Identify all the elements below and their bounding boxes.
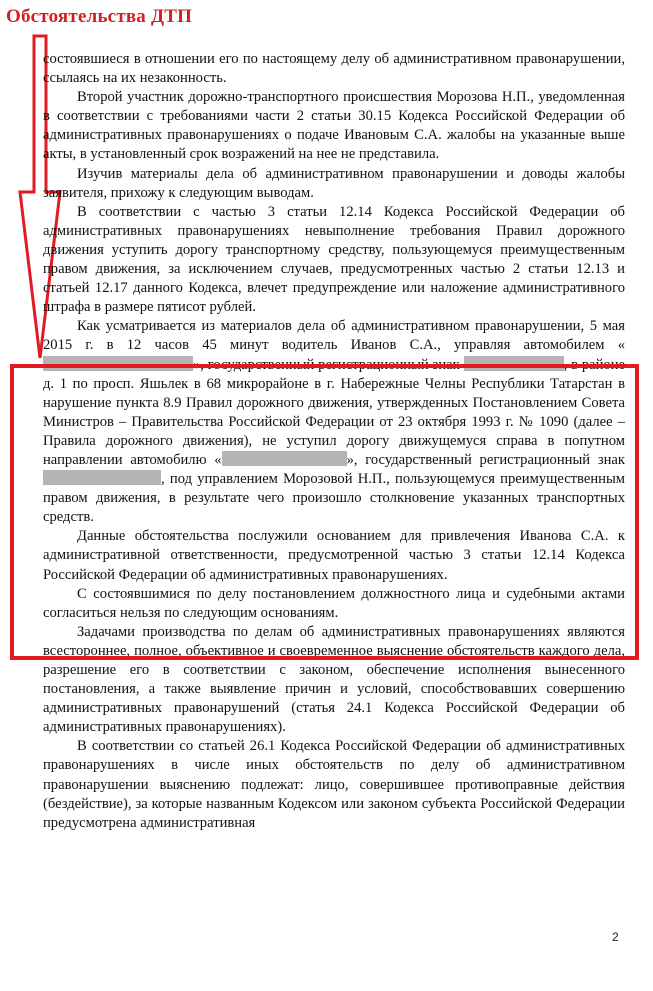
paragraph-2: Второй участник дорожно-транспортного происшествия Морозова Н.П., уведомленная в соответствии с требованиями части 2 статьи 30.15 Кодекса Российской Федерации об административных правонарушениях о подаче Ивановым С.А. жалобы на указанные выше акты, в установленный срок возражений на нее не представила. xyxy=(43,89,625,163)
annotation-title: Обстоятельства ДТП xyxy=(6,6,193,27)
paragraph-5-part-a: Как усматривается из материалов дела об административном правонарушении, 5 мая 2015 г. в 12 часов 45 минут водитель Иванов С.А., управляя автомобилем « xyxy=(43,318,625,354)
paragraph-5-part-e: , под управлением Морозовой Н.П., пользующемуся преимущественным правом движения, в результате чего произошло столкновение указанных транспортных средств. xyxy=(43,471,625,526)
paragraph-5-part-d: », государственный регистрационный знак xyxy=(346,451,625,468)
paragraph-5-part-b: », государственный регистрационный знак xyxy=(193,356,464,373)
paragraph-4: В соответствии с частью 3 статьи 12.14 Кодекса Российской Федерации об административных правонарушениях невыполнение требования Правил дорожного движения уступить дорогу транспортному средству, пользующемуся преимущественным правом движения, за исключением случаев, предусмотренных частью 2 статьи 12.13 и статьей 12.17 данного Кодекса, влечет предупреждение или наложение административного штрафа в размере пятисот рублей. xyxy=(43,203,625,316)
paragraph-9: В соответствии со статьей 26.1 Кодекса Российской Федерации об административных правонарушениях в числе иных обстоятельств по делу об административном правонарушении выяснению подлежат: лицо, совершившее противоправные действия (бездействие), за которые названным Кодексом или законом субъекта Российской Федерации предусмотрена административная xyxy=(43,738,625,831)
page-number: 2 xyxy=(612,930,619,944)
paragraph-5-part-c: , в районе д. 1 по просп. Яшьлек в 68 микрорайоне в г. Набережные Челны Республики Татарстан в нарушение пункта 8.9 Правил дорожного движения, утвержденных Постановлением Совета Министров – Правительства Российской Федерации от 23 октября 1993 г. № 1090 (далее – Правила дорожного движения), не уступил дорогу движущемуся справа в попутном направлении автомобилю « xyxy=(43,356,625,468)
paragraph-1: состоявшиеся в отношении его по настоящему делу об административном правонарушении, ссылаясь на их незаконность. xyxy=(43,51,625,87)
paragraph-3: Изучив материалы дела об административном правонарушении и доводы жалобы заявителя, прихожу к следующим выводам. xyxy=(43,165,625,201)
highlight-box xyxy=(10,364,639,660)
paragraph-6: Данные обстоятельства послужили основанием для привлечения Иванова С.А. к административной ответственности, предусмотренной частью 3 статьи 12.14 Кодекса Российской Федерации об административных правонарушениях. xyxy=(43,528,625,583)
paragraph-7: С состоявшимися по делу постановлением должностного лица и судебными актами согласиться нельзя по следующим основаниям. xyxy=(43,585,625,621)
paragraph-8: Задачами производства по делам об административных правонарушениях являются всестороннее, полное, объективное и своевременное выяснение обстоятельств каждого дела, разрешение его в соответствии с законом, обеспечение исполнения вынесенного постановления, а также выявление причин и условий, способствовавших совершению административных правонарушений (статья 24.1 Кодекса Российской Федерации об административных правонарушениях). xyxy=(43,623,625,736)
